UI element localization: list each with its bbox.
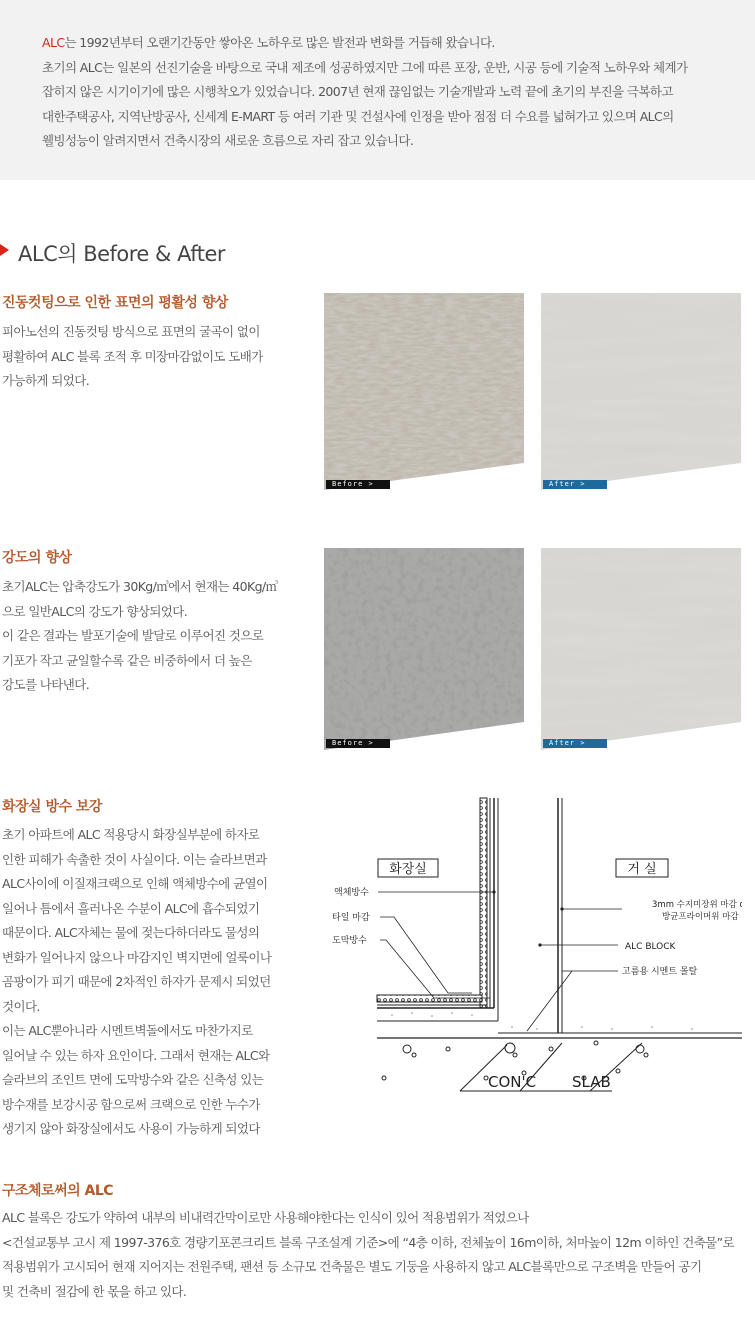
label-membrane-waterproof: 도막방수 (332, 936, 367, 946)
item-1-before-photo (324, 293, 524, 490)
intro-line-2: 잡히지 않은 시기이기에 많은 시행착오가 있었습니다. 2007년 현재 끊임없는 기술개발과 노력 끝에 초기의 부진을 극복하고 (42, 84, 673, 99)
item-1-line: 피아노선의 진동컷팅 방식으로 표면의 굴곡이 없이 (2, 324, 260, 339)
structure-line: 적용범위가 고시되어 현재 지어지는 전원주택, 팬션 등 소규모 건축물은 별도 기둥을 사용하지 않고 ALC블록만으로 구조벽을 만들어 공기 (2, 1259, 702, 1274)
item-3-line: 인한 피해가 속출한 것이 사실이다. 이는 슬라브면과 (2, 851, 267, 867)
label-finish-line-2: 방균프라이머위 마감 (662, 912, 739, 922)
section-title: ALC의 Before & After (18, 242, 226, 266)
before-label: Before > (326, 739, 390, 748)
bullet-triangle-icon (0, 244, 9, 256)
structure-line: ALC 블록은 강도가 약하여 내부의 비내력간막이로만 사용해야한다는 인식이 있어 적용범위가 적었으나 (2, 1210, 529, 1225)
item-2-line: 으로 일반ALC의 강도가 향상되었다. (2, 603, 188, 619)
label-slab: SLAB (572, 1073, 611, 1091)
label-tile-finish: 타일 마감 (332, 913, 370, 923)
label-toilet: 화장실 (389, 862, 427, 877)
label-finish-line-1: 3mm 수지미장위 마감 or (652, 900, 742, 910)
item-3-line: 생기지 않아 화장실에서도 사용이 가능하게 되었다 (2, 1121, 260, 1136)
structure-title: 구조체로써의 ALC (2, 1183, 114, 1199)
item-3-line: 슬라브의 조인트 면에 도막방수와 같은 신축성 있는 (2, 1072, 264, 1087)
item-2-title: 강도의 향상 (2, 550, 72, 566)
before-label: Before > (326, 480, 390, 489)
intro-line-4: 웰빙성능이 알려지면서 건축시장의 새로운 흐름으로 자리 잡고 있습니다. (42, 133, 414, 148)
item-2-text (2, 575, 277, 698)
item-3-text (2, 823, 271, 1142)
item-3-line: 일어날 수 있는 하자 요인이다. 그래서 현재는 ALC와 (2, 1047, 270, 1063)
item-3-line: 것이다. (2, 998, 40, 1014)
section-header (0, 238, 400, 268)
label-alc-block: ALC BLOCK (625, 942, 676, 952)
label-concrete: CON'C (488, 1073, 537, 1091)
item-3-line: 방수재를 보강시공 함으로써 크랙으로 인한 누수가 (2, 1096, 260, 1112)
item-2-before-photo (324, 548, 524, 750)
item-3-line: 곰팡이가 피기 때문에 2차적인 하자가 문제시 되었던 (2, 974, 271, 989)
label-living-room: 거 실 (627, 862, 657, 877)
label-liquid-waterproof: 액체방수 (334, 888, 369, 898)
item-1-line: 평활하여 ALC 블록 조적 후 미장마감없이도 도배가 (2, 348, 263, 364)
intro-text (42, 31, 732, 154)
item-2-line: 이 같은 결과는 발포기술에 발달로 이루어진 것으로 (2, 628, 264, 643)
item-2-after-photo (541, 548, 741, 750)
after-label: After > (543, 480, 607, 489)
after-label: After > (543, 739, 607, 748)
item-3-line: 이는 ALC뿐아니라 시멘트벽돌에서도 마찬가지로 (2, 1023, 253, 1038)
item-3-line: 변화가 일어나지 않으나 마감지인 벽지면에 얼룩이나 (2, 949, 272, 965)
intro-brand: ALC (42, 35, 65, 50)
item-3-line: 초기 아파트에 ALC 적용당시 화장실부분에 하자로 (2, 827, 260, 842)
item-3-line: 일어나 틈에서 흘러나온 수분이 ALC에 흡수되었기 (2, 900, 260, 916)
item-2-line: 초기ALC는 압축강도가 30Kg/㎥에서 현재는 40Kg/㎥ (2, 579, 278, 594)
item-3-line: ALC사이에 이질재크랙으로 인해 액체방수에 균열이 (2, 876, 268, 891)
item-1-title: 진동컷팅으로 인한 표면의 평활성 향상 (2, 295, 228, 311)
item-1-text (2, 320, 263, 394)
intro-line-0: 는 1992년부터 오랜기간동안 쌓아온 노하우로 많은 발전과 변화를 거듭해 왔습니다. (64, 35, 495, 50)
intro-line-3: 대한주택공사, 지역난방공사, 신세계 E-MART 등 여러 기관 및 건설사에 인정을 받아 점점 더 수요를 넓혀가고 있으며 ALC의 (42, 108, 674, 124)
intro-line-1: 초기의 ALC는 일본의 선진기술을 바탕으로 국내 제조에 성공하였지만 그에 따른 포장, 운반, 시공 등에 기술적 노하우와 체계가 (42, 59, 688, 75)
label-cement-mortar: 고름용 시멘트 몰탈 (622, 967, 698, 977)
item-1-after-photo (541, 293, 741, 490)
structure-line: <건설교통부 고시 제 1997-376호 경량기포콘크리트 블록 구조설계 기준>에 “4층 이하, 전체높이 16m이하, 처마높이 12m 이하인 건축물”로 (2, 1234, 734, 1250)
item-2-line: 강도를 나타낸다. (2, 677, 90, 692)
item-3-title: 화장실 방수 보강 (2, 799, 102, 815)
item-2-line: 기포가 작고 균일할수록 같은 비중하에서 더 높은 (2, 652, 252, 668)
intro-box (0, 0, 755, 180)
structure-line: 및 건축비 절감에 한 몫을 하고 있다. (2, 1283, 187, 1299)
waterproofing-diagram (322, 793, 742, 1098)
item-1-line: 가능하게 되었다. (2, 373, 90, 388)
structure-text (2, 1206, 747, 1304)
item-3-line: 때문이다. ALC자체는 물에 젖는다하더라도 물성의 (2, 925, 260, 940)
